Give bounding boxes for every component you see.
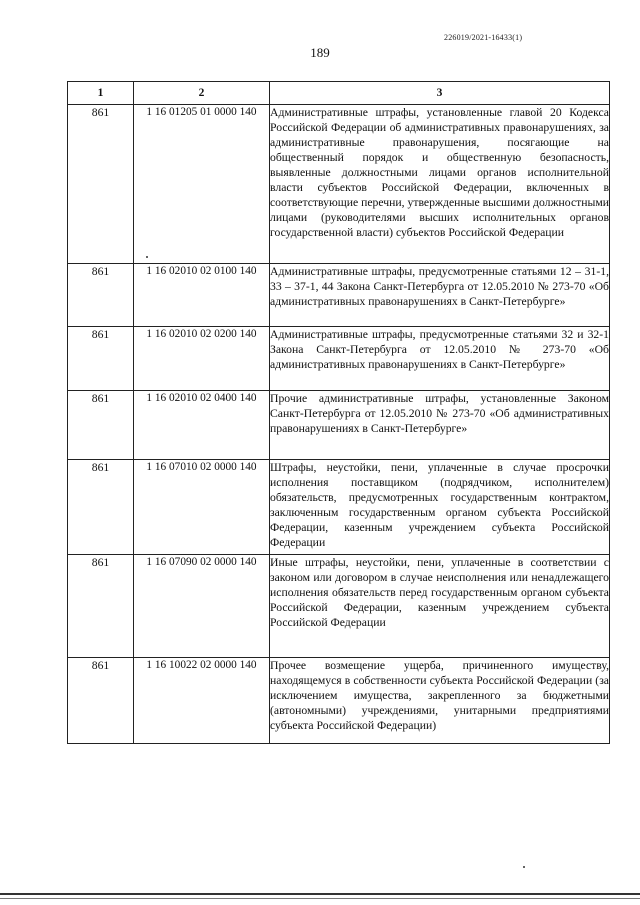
description-cell: Иные штрафы, неустойки, пени, уплаченные в соответствии с законом или договором в случае неисполнения или ненадлежащего исполнения обязательств перед государственным органом субъекта Российской Федерации, казенным учреждением субъекта Российской Федерации — [270, 555, 610, 658]
kbk-code-cell: 1 16 10022 02 0000 140 — [134, 658, 270, 744]
page-number: 189 — [310, 45, 330, 60]
table-row — [68, 327, 610, 391]
kbk-code-cell: 1 16 02010 02 0200 140 — [134, 327, 270, 391]
table-header-row — [68, 82, 610, 105]
scan-speck — [523, 866, 525, 868]
description-cell: Штрафы, неустойки, пени, уплаченные в случае просрочки исполнения поставщиком (подрядчиком, исполнителем) обязательств, предусмотренных государственным контрактом, заключенным государственным органом субъекта Российской Федерации, казенным учреждением субъекта Российской Федерации — [270, 460, 610, 555]
org-code-cell: 861 — [68, 391, 134, 460]
kbk-code-cell: 1 16 07090 02 0000 140 — [134, 555, 270, 658]
page-bottom-edge — [0, 893, 640, 899]
table-row — [68, 658, 610, 744]
kbk-code-cell: 1 16 07010 02 0000 140 — [134, 460, 270, 555]
table-row — [68, 460, 610, 555]
table-row — [68, 264, 610, 327]
table-row — [68, 105, 610, 264]
column-header-1: 1 — [68, 82, 134, 105]
org-code-cell: 861 — [68, 105, 134, 264]
document-id: 226019/2021-16433(1) — [444, 33, 523, 42]
description-cell: Прочие административные штрафы, установленные Законом Санкт-Петербурга от 12.05.2010 № 273-70 «Об административных правонарушениях в Санкт-Петербурге» — [270, 391, 610, 460]
org-code-cell: 861 — [68, 460, 134, 555]
budget-codes-table — [67, 81, 610, 744]
table-row — [68, 391, 610, 460]
column-header-3: 3 — [270, 82, 610, 105]
kbk-code-cell: 1 16 02010 02 0100 140 — [134, 264, 270, 327]
org-code-cell: 861 — [68, 658, 134, 744]
column-header-2: 2 — [134, 82, 270, 105]
org-code-cell: 861 — [68, 555, 134, 658]
description-cell: Прочее возмещение ущерба, причиненного имуществу, находящемуся в собственности субъекта Российской Федерации (за исключением имущества, закрепленного за бюджетными (автономными) учреждениями, унитарными предприятиями субъекта Российской Федерации) — [270, 658, 610, 744]
scan-speck — [146, 256, 148, 258]
kbk-code-cell: 1 16 01205 01 0000 140 — [134, 105, 270, 264]
table-row — [68, 555, 610, 658]
description-cell: Административные штрафы, предусмотренные статьями 32 и 32-1 Закона Санкт-Петербурга от 12.05.2010 № 273-70 «Об административных правонарушениях в Санкт-Петербурге» — [270, 327, 610, 391]
kbk-code-cell: 1 16 02010 02 0400 140 — [134, 391, 270, 460]
org-code-cell: 861 — [68, 327, 134, 391]
org-code-cell: 861 — [68, 264, 134, 327]
description-cell: Административные штрафы, установленные главой 20 Кодекса Российской Федерации об административных правонарушениях, за административные правонарушения, посягающие на общественный порядок и общественную безопасность, выявленные должностными лицами органов исполнительной власти субъектов Российской Федерации, включенных в соответствующие перечни, утвержденные высшими должностными лицами (руководителями высших исполнительных органов государственной власти) субъектов Российской Федерации — [270, 105, 610, 264]
description-cell: Административные штрафы, предусмотренные статьями 12 – 31-1, 33 – 37-1, 44 Закона Санкт-Петербурга от 12.05.2010 № 273-70 «Об административных правонарушениях в Санкт-Петербурге» — [270, 264, 610, 327]
